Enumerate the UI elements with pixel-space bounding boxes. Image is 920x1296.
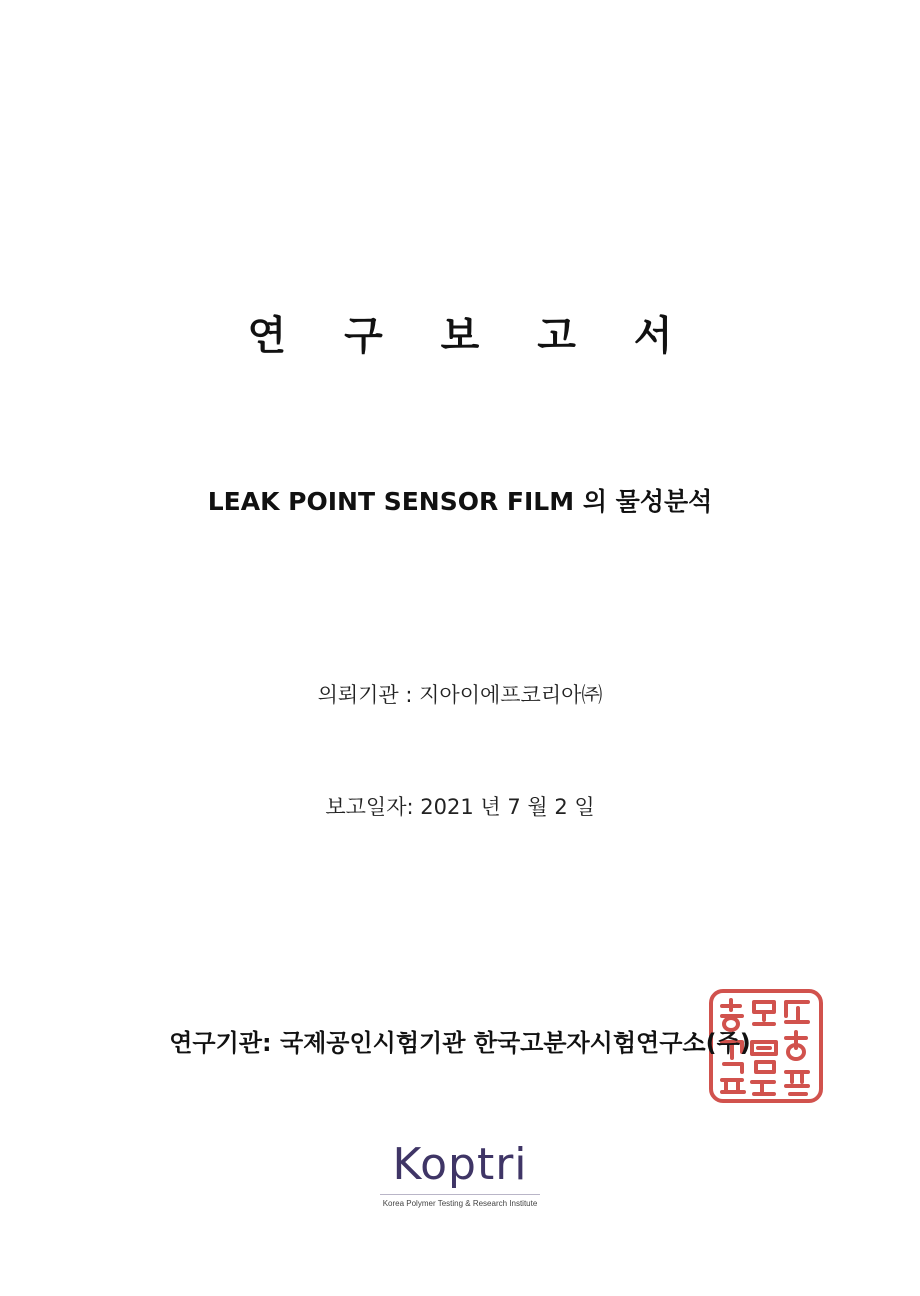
report-title: 연 구 보 고 서 [247,313,695,359]
client-line: 의뢰기관 : 지아이에프코리아㈜ [317,683,603,707]
koptri-logo [380,1140,540,1209]
institution-line: 연구기관: 국제공인시험기관 한국고분자시험연구소(주) [169,1029,751,1057]
logo-wordmark: Koptri [392,1139,528,1190]
logo-tagline: Korea Polymer Testing & Research Institute [382,1199,538,1208]
report-date-line: 보고일자: 2021 년 7 월 2 일 [325,795,595,819]
logo-divider [380,1194,540,1195]
report-subtitle: LEAK POINT SENSOR FILM 의 물성분석 [207,487,713,516]
